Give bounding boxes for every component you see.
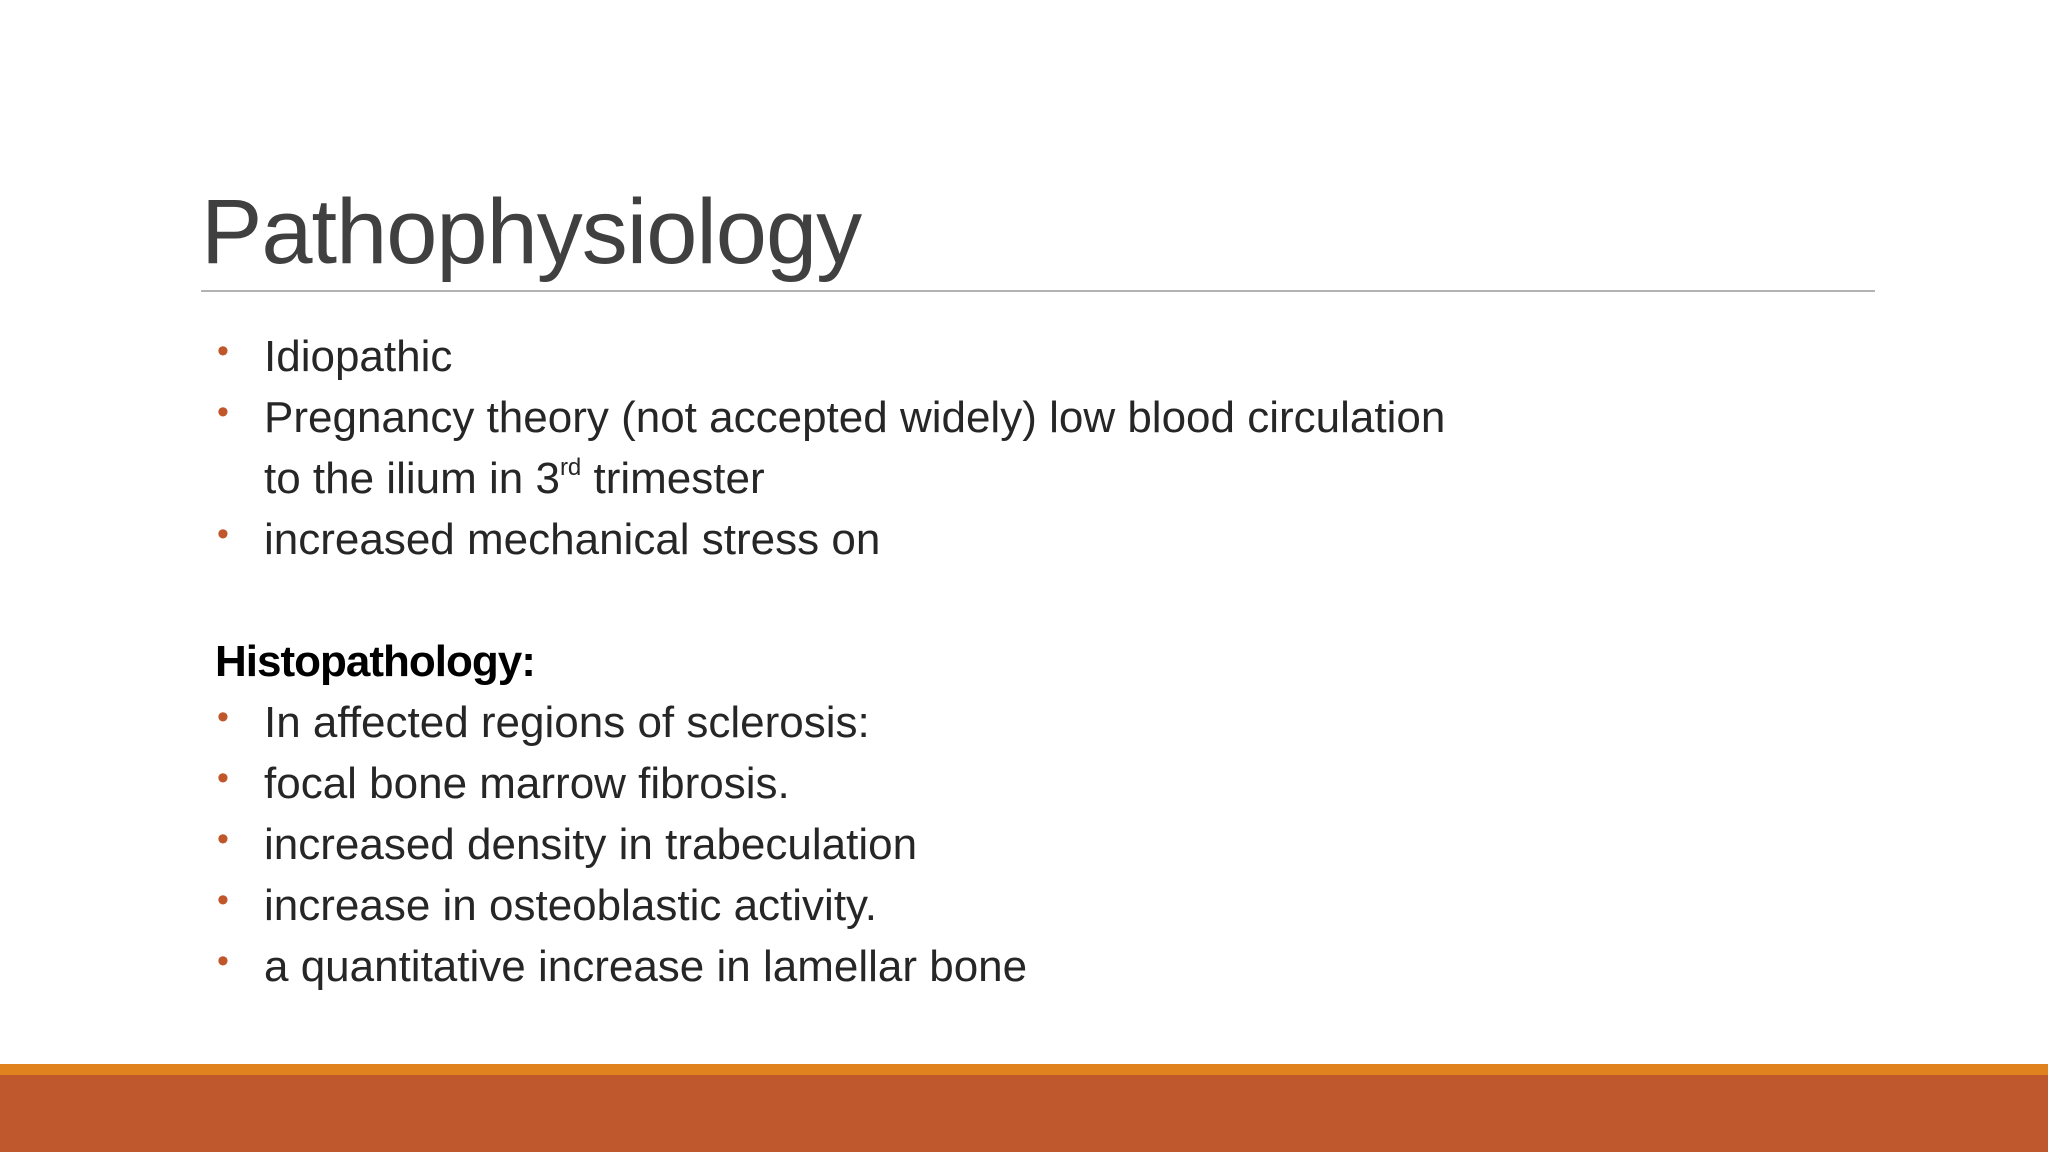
list-item <box>215 509 1855 570</box>
list-item <box>215 387 1855 509</box>
bullet-icon: • <box>217 332 229 370</box>
list-item-text: Idiopathic <box>264 332 453 381</box>
list-item <box>215 814 1855 875</box>
continuation-text: to the ilium in 3 <box>264 454 560 503</box>
list-item-text: increase in osteoblastic activity. <box>264 881 878 930</box>
list-item <box>215 692 1855 753</box>
title-divider <box>201 290 1875 292</box>
list-item-text: a quantitative increase in lamellar bone <box>264 942 1028 991</box>
bullet-icon: • <box>217 393 229 431</box>
list-item-text: focal bone marrow fibrosis. <box>264 759 790 808</box>
slide-body <box>215 326 1855 997</box>
list-item-text: In affected regions of sclerosis: <box>264 698 870 747</box>
footer-band <box>0 1075 2048 1152</box>
list-item-continuation <box>264 454 765 503</box>
ordinal-suffix: rd <box>559 454 582 481</box>
list-item <box>215 753 1855 814</box>
bullet-icon: • <box>217 942 229 980</box>
bullet-icon: • <box>217 881 229 919</box>
list-item <box>215 326 1855 387</box>
bullet-icon: • <box>217 698 229 736</box>
histopathology-heading: Histopathology: <box>215 637 535 686</box>
list-item-text: increased density in trabeculation <box>264 820 918 869</box>
bullet-icon: • <box>217 820 229 858</box>
histopathology-list <box>215 692 1855 997</box>
bullet-icon: • <box>217 759 229 797</box>
list-item-text: increased mechanical stress on <box>264 515 881 564</box>
pathophysiology-list <box>215 326 1855 570</box>
continuation-text-end: trimester <box>581 454 765 503</box>
list-item <box>215 875 1855 936</box>
bullet-icon: • <box>217 515 229 553</box>
list-item <box>215 936 1855 997</box>
footer-accent-stripe <box>0 1064 2048 1075</box>
list-item-text: Pregnancy theory (not accepted widely) low blood circulation <box>264 393 1446 442</box>
slide-title: Pathophysiology <box>201 181 862 283</box>
